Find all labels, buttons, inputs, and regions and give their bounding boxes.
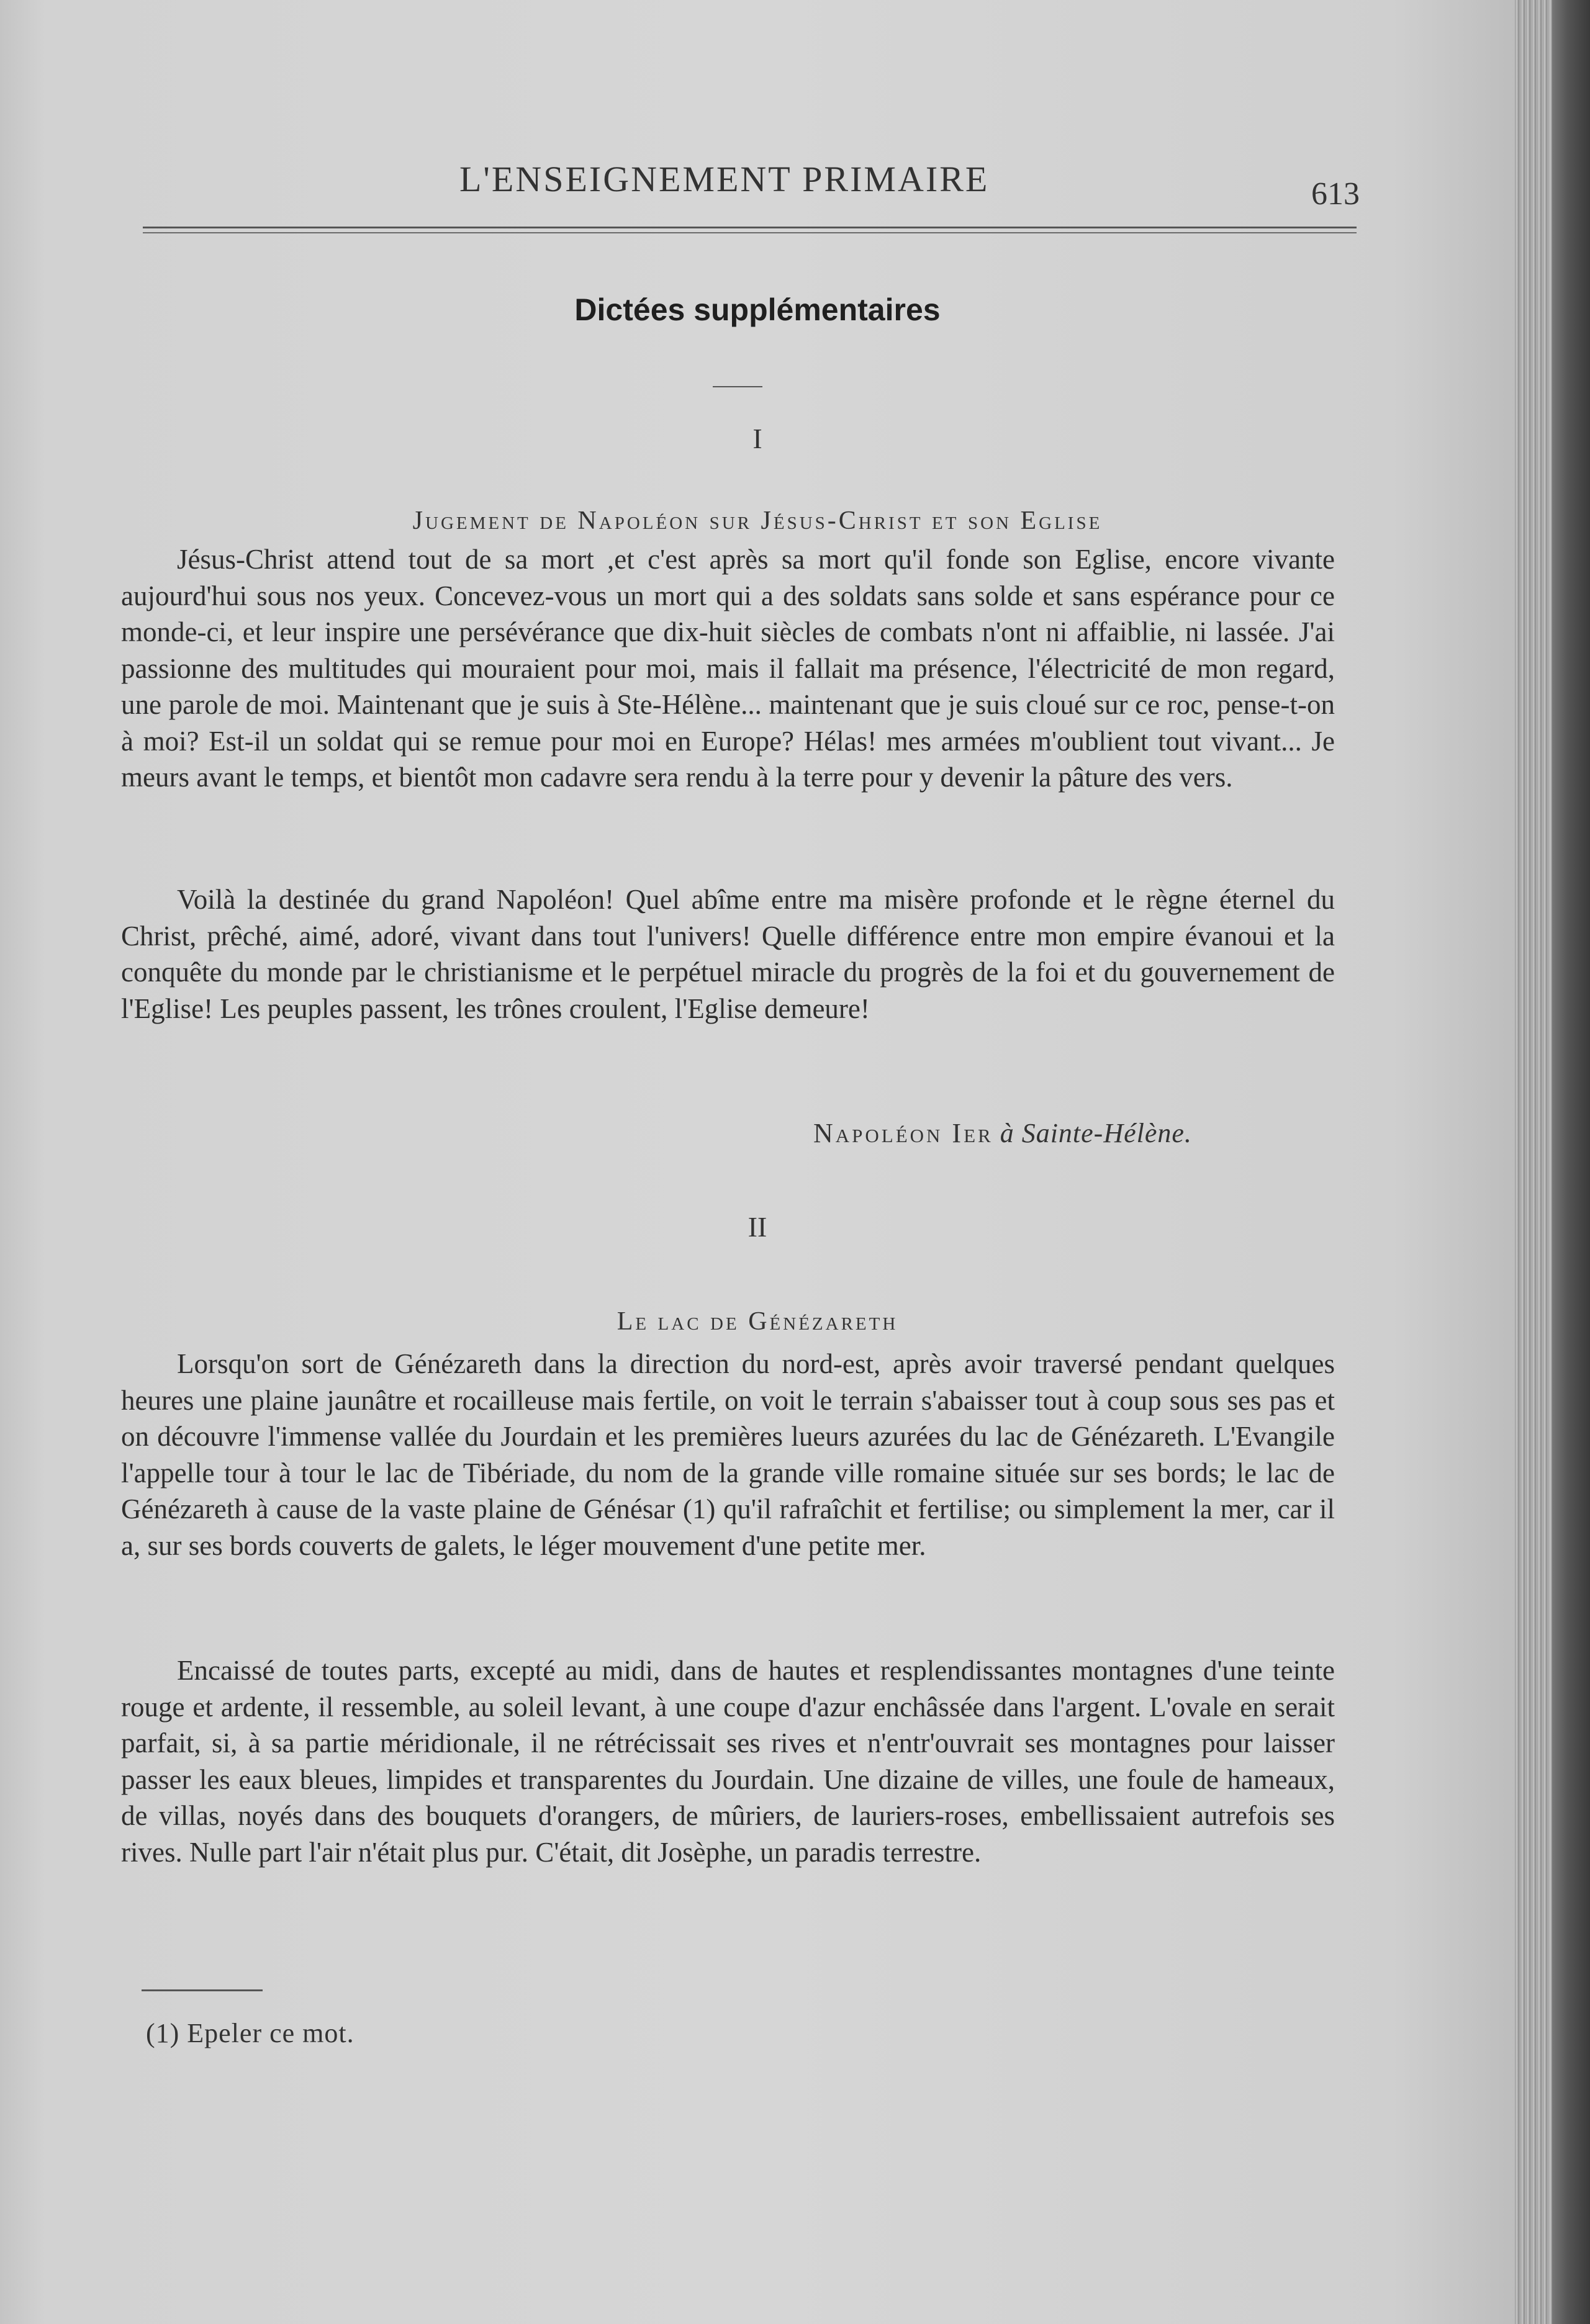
footnote-rule <box>142 1989 263 1991</box>
section-number: I <box>752 423 762 454</box>
section-number: II <box>748 1211 767 1243</box>
section-title: Le lac de Génézareth <box>617 1307 898 1336</box>
section-title: Jugement de Napoléon sur Jésus-Christ et son Eglise <box>412 507 1103 535</box>
page-edge <box>1515 0 1552 2324</box>
page-title: Dictées supplémentaires <box>574 292 941 327</box>
attribution-place: à Sainte-Hélène. <box>1000 1118 1192 1148</box>
page-header <box>143 158 1360 227</box>
attribution <box>813 1117 1192 1149</box>
page-number: 613 <box>1311 176 1360 212</box>
running-title: L'ENSEIGNEMENT PRIMAIRE <box>459 159 990 199</box>
title-separator <box>713 386 762 387</box>
paragraph: Lorsqu'on sort de Génézareth dans la direction du nord-est, après avoir traversé pendant quelques heures une plaine jaunâtre et rocailleuse mais fertile, on voit le terrain s'abaisser tout à coup sous ses pas et on découvre l'immense vallée du Jourdain et les premières lueurs azurées du lac de Génézareth. L'Evangile l'appelle tour à tour le lac de Tibériade, du nom de la grande ville romaine située sur ses bords; le lac de Génézareth à cause de la vaste plaine de Génésar (1) qu'il rafraîchit et fertilise; ou simplement la mer, car il a, sur ses bords couverts de galets, le léger mouvement d'une petite mer. <box>121 1348 1335 1561</box>
footnote: (1) Epeler ce mot. <box>146 2018 355 2048</box>
paragraph: Voilà la destinée du grand Napoléon! Quel abîme entre ma misère profonde et le règne éternel du Christ, prêché, aimé, adoré, vivant dans tout l'univers! Quelle différence entre mon empire évanoui et la conquête du monde par le christianisme et le perpétuel miracle du progrès de la foi et du gouvernement de l'Eglise! Les peuples passent, les trônes croulent, l'Eglise demeure! <box>121 884 1335 1024</box>
paragraph: Encaissé de toutes parts, excepté au midi, dans de hautes et resplendissantes montagnes d'une teinte rouge et ardente, il ressemble, au soleil levant, à une coupe d'azur enchâssée dans l'argent. L'ovale en serait parfait, si, à sa partie méridionale, il ne rétrécissait ses rives et n'entr'ouvrait ses montagnes pour laisser passer les eaux bleues, limpides et transparentes du Jourdain. Une dizaine de villes, une foule de hameaux, de villas, noyés dans des bouquets d'orangers, de mûriers, de lauriers-roses, embellissaient autrefois ses rives. Nulle part l'air n'était plus pur. C'était, dit Josèphe, un paradis terrestre. <box>121 1655 1335 1868</box>
book-edge <box>1552 0 1590 2324</box>
header-rule-double <box>143 232 1357 233</box>
paragraph: Jésus-Christ attend tout de sa mort ,et c'est après sa mort qu'il fonde son Eglise, encore vivante aujourd'hui sous nos yeux. Concevez-vous un mort qui a des soldats sans solde et sans espérance pour ce monde-ci, et leur inspire une persévérance que dix-huit siècles de combats n'ont ni affaiblie, ni lassée. J'ai passionne des multitudes qui mouraient pour moi, mais il fallait ma présence, l'électricité de mon regard, une parole de moi. Maintenant que je suis à Ste-Hélène... maintenant que je suis cloué sur ce roc, pense-t-on à moi? Est-il un soldat qui se remue pour moi en Europe? Hélas! mes armées m'oublient tout vivant... Je meurs avant le temps, et bientôt mon cadavre sera rendu à la terre pour y devenir la pâture des vers. <box>121 544 1335 793</box>
attribution-name: Napoléon Ier <box>813 1118 993 1148</box>
header-rule <box>143 227 1357 228</box>
